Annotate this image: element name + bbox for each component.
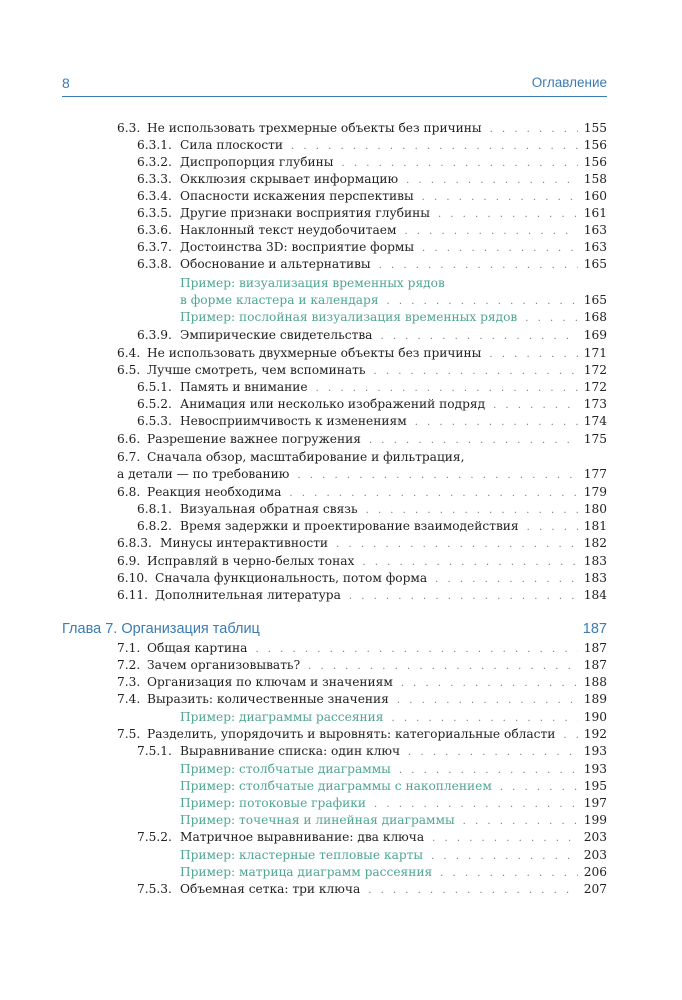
entry-page: 173 xyxy=(583,397,607,411)
entry-page: 179 xyxy=(583,485,607,499)
entry-number: 6.3. xyxy=(117,121,141,135)
example-title: Пример: послойная визуализация временных рядов xyxy=(180,310,518,324)
toc-example-line-1[interactable] xyxy=(180,275,607,292)
entry-number: 6.3.2. xyxy=(137,155,172,169)
toc-entry-6-3-5[interactable] xyxy=(137,205,607,222)
entry-number: 7.5.3. xyxy=(137,882,172,896)
entry-title: Анимация или несколько изображений подряд xyxy=(180,397,486,411)
entry-page: 188 xyxy=(583,675,607,689)
leader-dots xyxy=(366,502,578,519)
example-title: Пример: точечная и линейная диаграммы xyxy=(180,813,455,827)
leader-dots xyxy=(401,675,578,692)
entry-number: 6.5. xyxy=(117,363,141,377)
toc-entry-6-3-3[interactable] xyxy=(137,171,607,188)
entry-number: 6.11. xyxy=(117,588,149,602)
entry-page: 160 xyxy=(583,189,607,203)
entry-title: Дополнительная литература xyxy=(155,588,341,602)
entry-page: 203 xyxy=(583,848,607,862)
toc-example-calendar[interactable] xyxy=(180,292,607,309)
entry-title: Другие признаки восприятия глубины xyxy=(180,206,430,220)
toc-entry-6-7[interactable] xyxy=(117,449,607,466)
leader-dots xyxy=(368,882,578,899)
entry-title: Достоинства 3D: восприятие формы xyxy=(180,240,415,254)
entry-title: Организация по ключам и значениям xyxy=(147,675,393,689)
example-title: Пример: диаграммы рассеяния xyxy=(180,710,384,724)
entry-number: 6.3.5. xyxy=(137,206,172,220)
entry-page: 163 xyxy=(583,240,607,254)
entry-page: 190 xyxy=(583,710,607,724)
entry-number: 7.5.2. xyxy=(137,830,172,844)
entry-number: 6.8.1. xyxy=(137,502,172,516)
leader-dots xyxy=(336,536,578,553)
toc-example-bar[interactable] xyxy=(180,761,607,778)
entry-title: Исправляй в черно-белых тонах xyxy=(147,554,355,568)
leader-dots xyxy=(408,744,578,761)
toc-entry-6-3-4[interactable] xyxy=(137,188,607,205)
leader-dots xyxy=(435,571,578,588)
entry-title: Эмпирические свидетельства xyxy=(180,328,373,342)
toc-entry-6-5-3[interactable] xyxy=(137,413,607,430)
toc-entry-6-3-1[interactable] xyxy=(137,137,607,154)
entry-number: 6.5.2. xyxy=(137,397,172,411)
entry-page: 203 xyxy=(583,830,607,844)
entry-title: Зачем организовывать? xyxy=(147,658,301,672)
leader-dots xyxy=(422,189,578,206)
entry-number: 6.5.1. xyxy=(137,380,172,394)
example-title: Пример: столбчатые диаграммы с накоплением xyxy=(180,779,492,793)
entry-page: 183 xyxy=(583,571,607,585)
entry-title: Диспропорция глубины xyxy=(180,155,334,169)
entry-title: Разрешение важнее погружения xyxy=(147,432,361,446)
toc-entry-7-3[interactable] xyxy=(117,674,607,691)
example-title: Пример: визуализация временных рядов xyxy=(180,276,445,290)
leader-dots xyxy=(432,830,578,847)
entry-number: 6.7. xyxy=(117,450,141,464)
entry-title: Матричное выравнивание: два ключа xyxy=(180,830,425,844)
leader-dots xyxy=(525,310,577,327)
entry-page: 195 xyxy=(583,779,607,793)
leader-dots xyxy=(415,414,578,431)
toc-entry-6-5-1[interactable] xyxy=(137,379,607,396)
leader-dots xyxy=(391,710,577,727)
example-title: Пример: столбчатые диаграммы xyxy=(180,762,391,776)
entry-page: 181 xyxy=(583,519,607,533)
entry-page: 177 xyxy=(583,467,607,481)
entry-page: 156 xyxy=(583,155,607,169)
toc-entry-7-1[interactable] xyxy=(117,640,607,657)
entry-number: 6.9. xyxy=(117,554,141,568)
entry-number: 6.5.3. xyxy=(137,414,172,428)
leader-dots xyxy=(308,658,578,675)
leader-dots xyxy=(373,363,577,380)
leader-dots xyxy=(316,380,578,397)
toc-entry-6-3-2[interactable] xyxy=(137,154,607,171)
entry-page: 187 xyxy=(583,658,607,672)
entry-page: 174 xyxy=(583,414,607,428)
leader-dots xyxy=(255,641,577,658)
page-number: 8 xyxy=(62,75,70,91)
leader-dots xyxy=(374,796,578,813)
toc-entry-6-5[interactable] xyxy=(117,362,607,379)
entry-title: Наклонный текст неудобочитаем xyxy=(180,223,397,237)
entry-title: Сила плоскости xyxy=(180,138,284,152)
entry-page: 207 xyxy=(583,882,607,896)
entry-page: 171 xyxy=(583,346,607,360)
leader-dots xyxy=(387,293,578,310)
example-title: Пример: матрица диаграмм рассеяния xyxy=(180,865,433,879)
entry-page: 172 xyxy=(583,380,607,394)
leader-dots xyxy=(422,240,578,257)
entry-page: 206 xyxy=(583,865,607,879)
entry-number: 7.1. xyxy=(117,641,141,655)
entry-title: Объемная сетка: три ключа xyxy=(180,882,361,896)
leader-dots xyxy=(291,138,578,155)
entry-page: 165 xyxy=(583,293,607,307)
toc-entry-6-9[interactable] xyxy=(117,553,607,570)
entry-title: Обоснование и альтернативы xyxy=(180,257,371,271)
entry-title: Не использовать трехмерные объекты без причины xyxy=(147,121,482,135)
entry-number: 6.8.3. xyxy=(117,536,152,550)
chapter-page: 187 xyxy=(582,621,607,637)
entry-page: 156 xyxy=(583,138,607,152)
entry-title: Не использовать двухмерные объекты без причины xyxy=(147,346,482,360)
leader-dots xyxy=(404,223,577,240)
leader-dots xyxy=(438,206,578,223)
toc-entry-6-6[interactable] xyxy=(117,431,607,448)
toc-entry-6-3-6[interactable] xyxy=(137,222,607,239)
toc-entry-6-10[interactable] xyxy=(117,570,607,587)
entry-number: 7.5. xyxy=(117,727,141,741)
toc-entry-6-3-8[interactable] xyxy=(137,256,607,273)
toc-entry-6-5-2[interactable] xyxy=(137,396,607,413)
leader-dots xyxy=(431,848,578,865)
toc-example-dot-line[interactable] xyxy=(180,812,607,829)
toc-entry-6-7-cont[interactable] xyxy=(117,466,607,483)
entry-number: 6.3.1. xyxy=(137,138,172,152)
entry-number: 7.2. xyxy=(117,658,141,672)
entry-page: 183 xyxy=(583,554,607,568)
entry-title: Визуальная обратная связь xyxy=(180,502,358,516)
leader-dots xyxy=(369,432,578,449)
leader-dots xyxy=(493,397,578,414)
entry-number: 6.8. xyxy=(117,485,141,499)
toc-entry-6-3[interactable] xyxy=(117,120,607,137)
leader-dots xyxy=(362,554,577,571)
entry-title: Память и внимание xyxy=(180,380,308,394)
entry-number: 6.3.6. xyxy=(137,223,172,237)
entry-page: 187 xyxy=(583,641,607,655)
leader-dots xyxy=(463,813,578,830)
toc-entry-6-3-7[interactable] xyxy=(137,239,607,256)
entry-title: Лучше смотреть, чем вспоминать xyxy=(147,363,366,377)
leader-dots xyxy=(397,692,578,709)
entry-title: Сначала функциональность, потом форма xyxy=(155,571,428,585)
entry-title: Минусы интерактивности xyxy=(160,536,329,550)
entry-page: 193 xyxy=(583,744,607,758)
toc-entry-6-4[interactable] xyxy=(117,345,607,362)
entry-number: 6.3.8. xyxy=(137,257,172,271)
toc-entry-7-5[interactable] xyxy=(117,726,607,743)
toc-example-stacked-bar[interactable] xyxy=(180,778,607,795)
toc-entry-7-5-3[interactable] xyxy=(137,881,607,898)
entry-page: 169 xyxy=(583,328,607,342)
entry-title: Выразить: количественные значения xyxy=(147,692,389,706)
example-title: Пример: кластерные тепловые карты xyxy=(180,848,424,862)
entry-title: Реакция необходима xyxy=(147,485,282,499)
leader-dots xyxy=(563,727,577,744)
entry-number: 6.10. xyxy=(117,571,149,585)
toc-chapter-7[interactable] xyxy=(62,619,607,639)
entry-page: 182 xyxy=(583,536,607,550)
entry-title: Разделить, упорядочить и выровнять: категориальные области xyxy=(147,727,556,741)
entry-number: 7.5.1. xyxy=(137,744,172,758)
entry-number: 6.8.2. xyxy=(137,519,172,533)
leader-dots xyxy=(399,762,578,779)
toc-entry-7-5-2[interactable] xyxy=(137,829,607,846)
entry-number: 6.3.7. xyxy=(137,240,172,254)
entry-page: 175 xyxy=(583,432,607,446)
example-title: Пример: потоковые графики xyxy=(180,796,367,810)
entry-number: 6.3.9. xyxy=(137,328,172,342)
entry-page: 192 xyxy=(583,727,607,741)
entry-page: 184 xyxy=(583,588,607,602)
toc-example-streamgraph[interactable] xyxy=(180,795,607,812)
toc-entry-7-4[interactable] xyxy=(117,691,607,708)
toc-example-heatmap[interactable] xyxy=(180,847,607,864)
toc-entry-6-8-2[interactable] xyxy=(137,518,607,535)
toc-entry-6-8-3[interactable] xyxy=(117,535,607,552)
entry-number: 6.4. xyxy=(117,346,141,360)
toc-entry-7-5-1[interactable] xyxy=(137,743,607,760)
toc-example-layered[interactable] xyxy=(180,309,607,326)
leader-dots xyxy=(379,257,578,274)
entry-title: Время задержки и проектирование взаимодействия xyxy=(180,519,519,533)
entry-title: а детали — по требованию xyxy=(117,467,290,481)
entry-page: 165 xyxy=(583,257,607,271)
example-title: в форме кластера и календаря xyxy=(180,293,379,307)
leader-dots xyxy=(289,485,577,502)
entry-title: Окклюзия скрывает информацию xyxy=(180,172,399,186)
leader-dots xyxy=(440,865,578,882)
toc-entry-6-3-9[interactable] xyxy=(137,327,607,344)
entry-page: 163 xyxy=(583,223,607,237)
running-title: Оглавление xyxy=(531,75,607,90)
entry-number: 7.3. xyxy=(117,675,141,689)
leader-dots xyxy=(342,155,578,172)
entry-page: 168 xyxy=(583,310,607,324)
leader-dots xyxy=(489,346,577,363)
leader-dots xyxy=(380,328,577,345)
entry-title: Невосприимчивость к изменениям xyxy=(180,414,407,428)
toc-entry-6-8[interactable] xyxy=(117,484,607,501)
entry-page: 180 xyxy=(583,502,607,516)
leader-dots xyxy=(490,121,578,138)
leader-dots xyxy=(406,172,578,189)
entry-number: 6.3.3. xyxy=(137,172,172,186)
toc-entry-7-2[interactable] xyxy=(117,657,607,674)
toc-entry-6-8-1[interactable] xyxy=(137,501,607,518)
leader-dots xyxy=(349,588,578,605)
entry-number: 6.3.4. xyxy=(137,189,172,203)
toc-entry-6-11[interactable] xyxy=(117,587,607,604)
entry-page: 193 xyxy=(583,762,607,776)
entry-number: 7.4. xyxy=(117,692,141,706)
entry-page: 189 xyxy=(583,692,607,706)
toc-example-scatter[interactable] xyxy=(180,709,607,726)
leader-dots xyxy=(500,779,578,796)
entry-page: 172 xyxy=(583,363,607,377)
entry-title: Сначала обзор, масштабирование и фильтрация, xyxy=(147,450,465,464)
entry-page: 197 xyxy=(583,796,607,810)
entry-number: 6.6. xyxy=(117,432,141,446)
entry-page: 199 xyxy=(583,813,607,827)
entry-page: 155 xyxy=(583,121,607,135)
entry-page: 158 xyxy=(583,172,607,186)
entry-page: 161 xyxy=(583,206,607,220)
leader-dots xyxy=(527,519,578,536)
leader-dots xyxy=(297,467,577,484)
toc-example-splom[interactable] xyxy=(180,864,607,881)
chapter-title: Глава 7. Организация таблиц xyxy=(62,621,260,637)
entry-title: Общая картина xyxy=(147,641,248,655)
entry-title: Выравнивание списка: один ключ xyxy=(180,744,401,758)
entry-title: Опасности искажения перспективы xyxy=(180,189,414,203)
